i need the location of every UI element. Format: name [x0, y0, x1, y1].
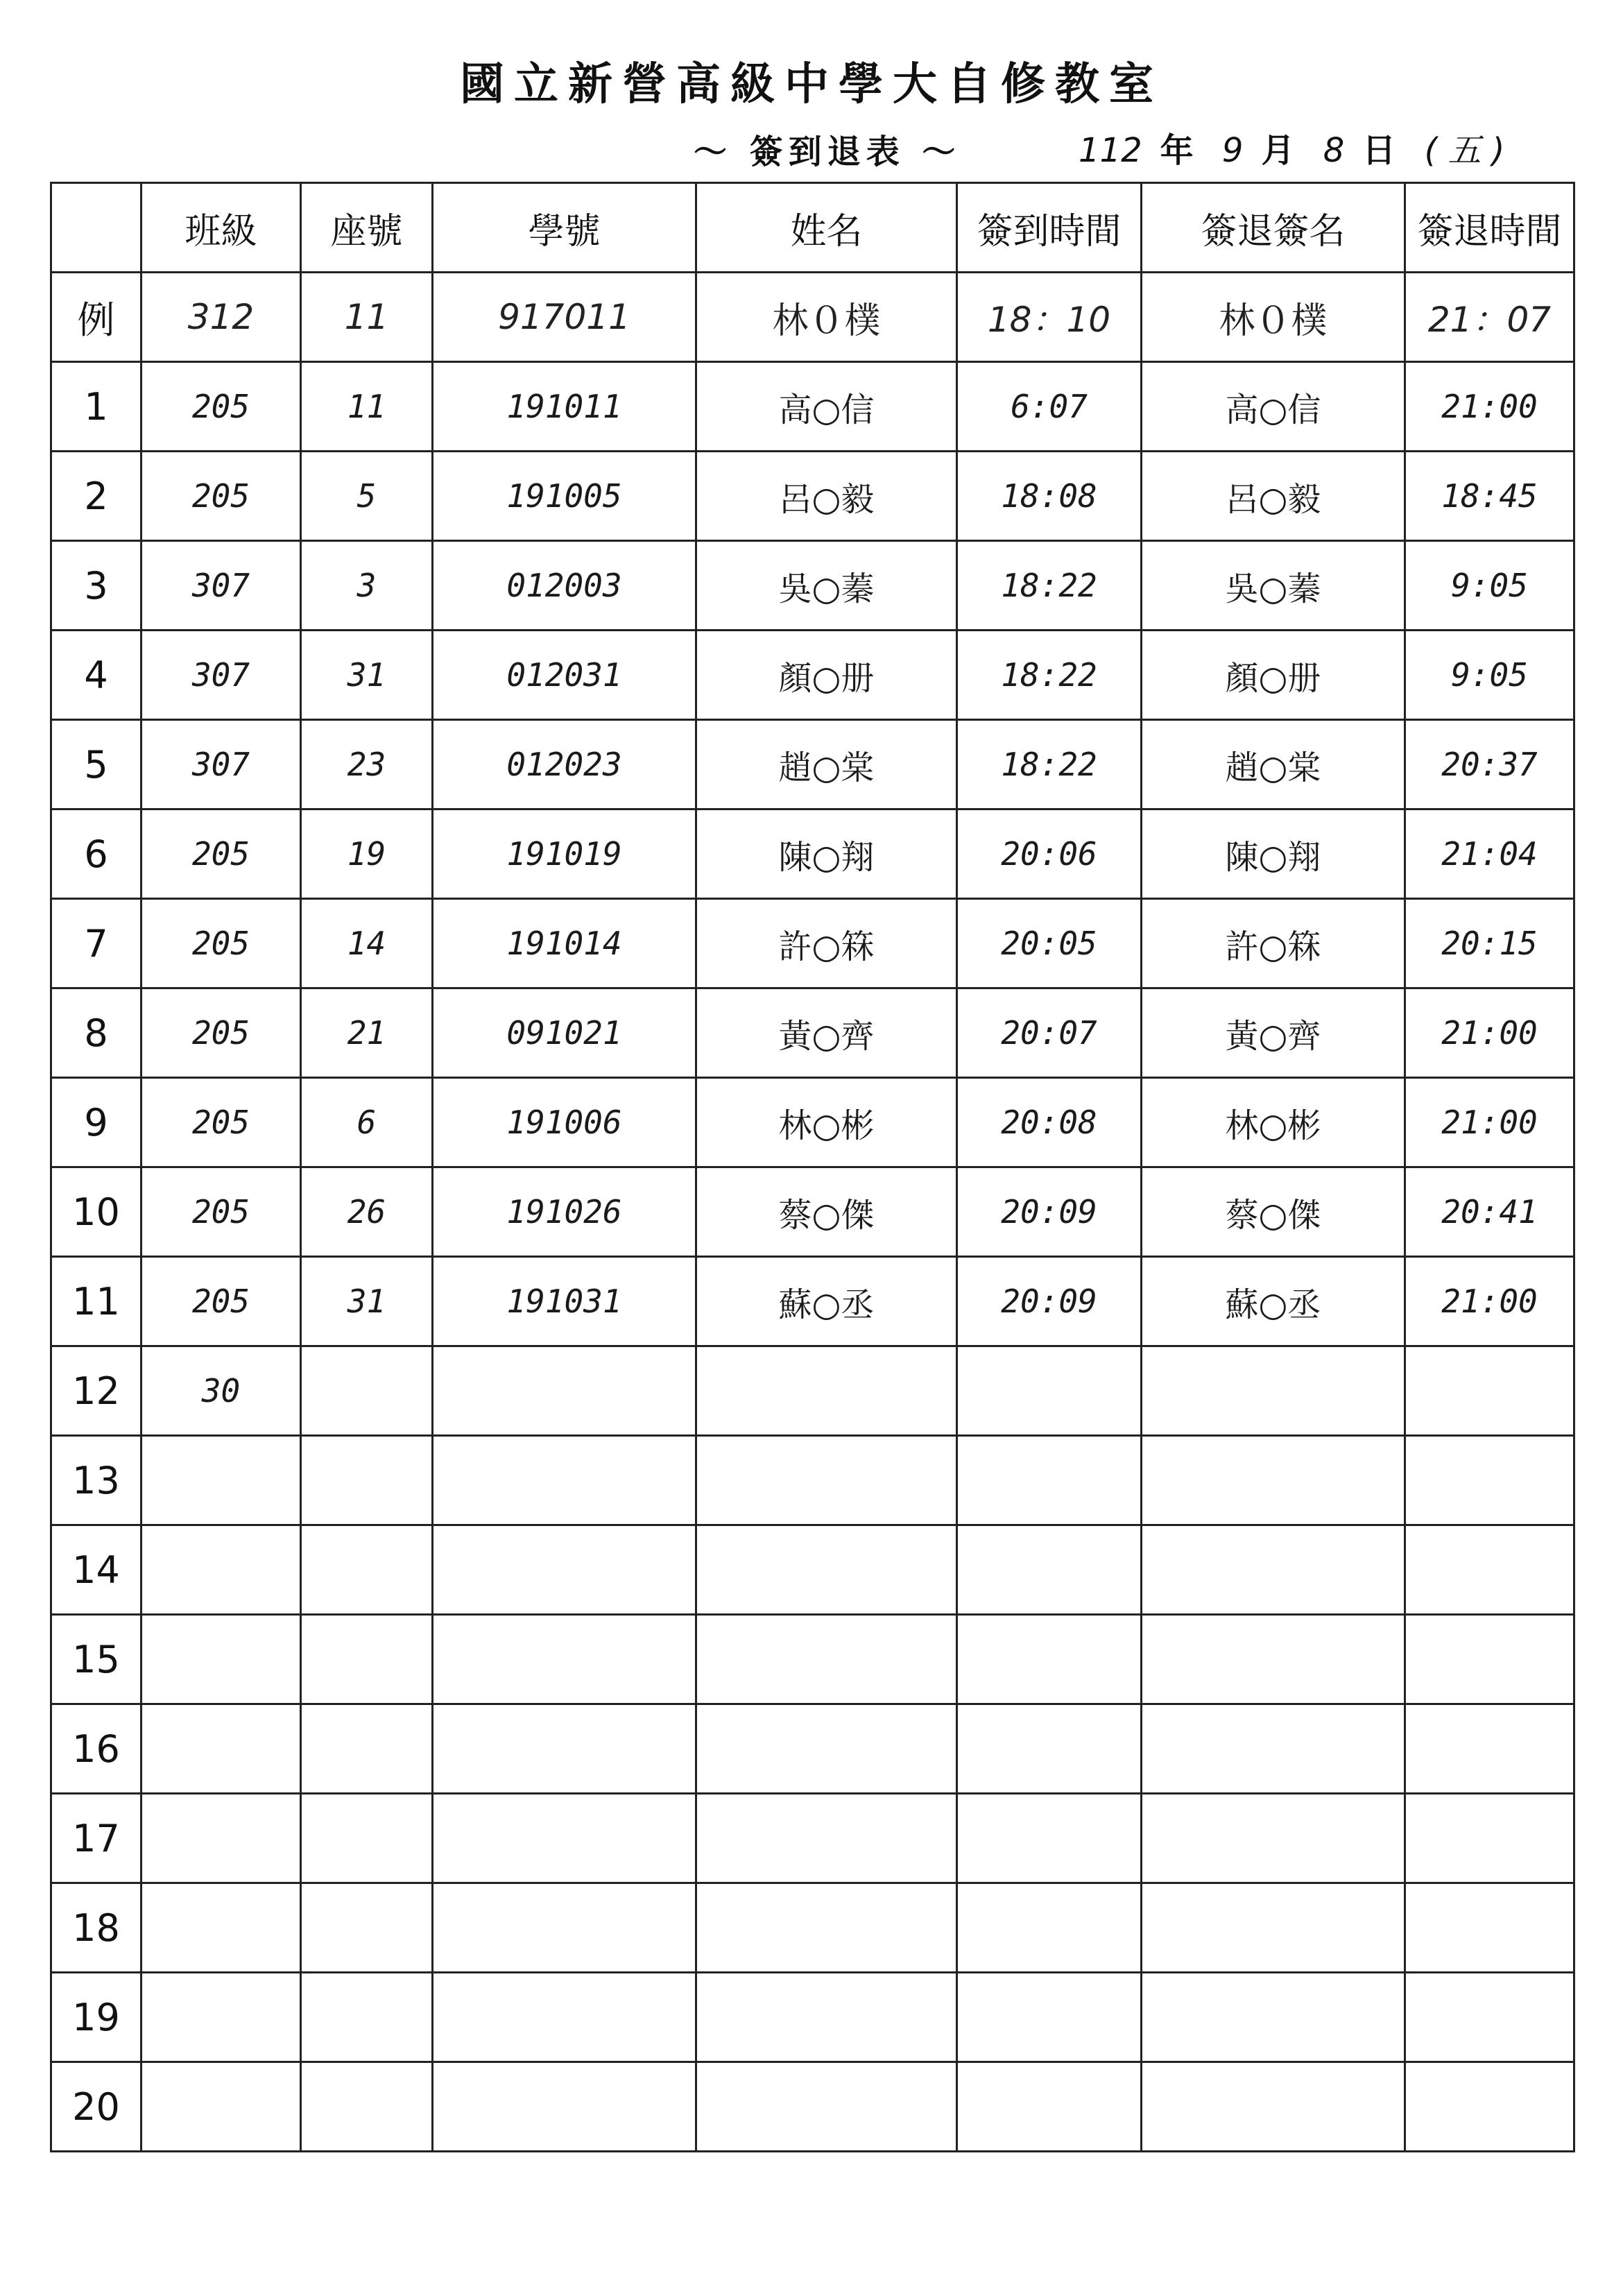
column-header-seat: 座號	[301, 183, 433, 273]
row-number: 12	[51, 1346, 141, 1436]
cell-seat: 3	[301, 541, 433, 631]
cell-class: 307	[141, 720, 301, 809]
cell-seat	[301, 1346, 433, 1436]
cell-name: 趙○棠	[696, 720, 957, 809]
cell-sign-out-name: 吳○蓁	[1142, 541, 1405, 631]
cell-seat	[301, 1436, 433, 1525]
cell-student-id	[433, 2062, 696, 2152]
cell-sign-in-time: 20:05	[957, 899, 1142, 988]
row-number: 16	[51, 1704, 141, 1794]
cell-seat: 31	[301, 1257, 433, 1346]
row-number: 6	[51, 809, 141, 899]
table-row	[51, 899, 1574, 988]
table-row	[51, 809, 1574, 899]
cell-class	[141, 1615, 301, 1704]
cell-seat: 31	[301, 631, 433, 720]
cell-student-id	[433, 1436, 696, 1525]
example-label: 例	[51, 273, 141, 362]
cell-sign-out-name	[1142, 1525, 1405, 1615]
table-row	[51, 362, 1574, 452]
example-class: 312	[141, 273, 301, 362]
column-header-sign-in-time: 簽到時間	[957, 183, 1142, 273]
cell-sign-out-name	[1142, 1346, 1405, 1436]
cell-seat	[301, 1973, 433, 2062]
cell-sign-out-name: 高○信	[1142, 362, 1405, 452]
cell-sign-in-time: 20:09	[957, 1257, 1142, 1346]
cell-sign-in-time	[957, 1883, 1142, 1973]
cell-name	[696, 2062, 957, 2152]
cell-name: 吳○蓁	[696, 541, 957, 631]
row-number: 2	[51, 452, 141, 541]
cell-sign-in-time: 18:22	[957, 720, 1142, 809]
cell-name	[696, 1704, 957, 1794]
cell-name: 呂○毅	[696, 452, 957, 541]
cell-class: 205	[141, 1167, 301, 1257]
cell-class: 205	[141, 1078, 301, 1167]
cell-class: 205	[141, 809, 301, 899]
cell-name	[696, 1615, 957, 1704]
cell-seat: 21	[301, 988, 433, 1078]
cell-name: 黃○齊	[696, 988, 957, 1078]
cell-sign-out-time: 20:37	[1405, 720, 1574, 809]
header-row	[51, 183, 1574, 273]
cell-sign-out-time: 20:15	[1405, 899, 1574, 988]
table-row	[51, 1973, 1574, 2062]
cell-sign-in-time: 20:06	[957, 809, 1142, 899]
row-number: 7	[51, 899, 141, 988]
cell-student-id: 191031	[433, 1257, 696, 1346]
cell-sign-out-time: 21:00	[1405, 988, 1574, 1078]
cell-class: 205	[141, 988, 301, 1078]
cell-sign-out-name: 黃○齊	[1142, 988, 1405, 1078]
row-number: 15	[51, 1615, 141, 1704]
cell-sign-in-time	[957, 1973, 1142, 2062]
cell-sign-out-time	[1405, 1704, 1574, 1794]
cell-name	[696, 1973, 957, 2062]
row-number: 14	[51, 1525, 141, 1615]
cell-seat	[301, 2062, 433, 2152]
table-row	[51, 1078, 1574, 1167]
cell-student-id: 191019	[433, 809, 696, 899]
cell-class: 205	[141, 1257, 301, 1346]
cell-seat: 26	[301, 1167, 433, 1257]
row-number: 18	[51, 1883, 141, 1973]
table-row	[51, 988, 1574, 1078]
column-header-index	[51, 183, 141, 273]
cell-sign-out-name	[1142, 1704, 1405, 1794]
column-header-class: 班級	[141, 183, 301, 273]
column-header-student-id: 學號	[433, 183, 696, 273]
cell-sign-out-name	[1142, 1973, 1405, 2062]
cell-student-id: 012031	[433, 631, 696, 720]
row-number: 4	[51, 631, 141, 720]
cell-seat	[301, 1794, 433, 1883]
cell-sign-in-time	[957, 1615, 1142, 1704]
cell-name	[696, 1883, 957, 1973]
row-number: 20	[51, 2062, 141, 2152]
cell-sign-out-time: 21:04	[1405, 809, 1574, 899]
cell-seat	[301, 1525, 433, 1615]
cell-class: 30	[141, 1346, 301, 1436]
cell-student-id	[433, 1346, 696, 1436]
cell-class	[141, 1525, 301, 1615]
table-row	[51, 541, 1574, 631]
cell-name	[696, 1436, 957, 1525]
cell-sign-out-name	[1142, 1794, 1405, 1883]
cell-sign-out-time	[1405, 1883, 1574, 1973]
cell-sign-in-time: 18:08	[957, 452, 1142, 541]
cell-sign-out-time	[1405, 1794, 1574, 1883]
date-line	[1079, 123, 1523, 171]
table-row	[51, 720, 1574, 809]
cell-name: 高○信	[696, 362, 957, 452]
cell-sign-out-name	[1142, 1615, 1405, 1704]
cell-sign-out-name: 許○箖	[1142, 899, 1405, 988]
column-header-sign-out-name: 簽退簽名	[1142, 183, 1405, 273]
cell-sign-out-name	[1142, 1436, 1405, 1525]
cell-class: 205	[141, 899, 301, 988]
cell-class	[141, 1883, 301, 1973]
date-year: 112	[1079, 131, 1142, 170]
cell-sign-out-time: 20:41	[1405, 1167, 1574, 1257]
cell-sign-out-time	[1405, 1615, 1574, 1704]
cell-seat: 6	[301, 1078, 433, 1167]
page-subtitle: 〜 簽到退表 〜	[694, 132, 961, 171]
cell-sign-out-name: 蔡○傑	[1142, 1167, 1405, 1257]
row-number: 17	[51, 1794, 141, 1883]
date-day-label: 日	[1362, 131, 1396, 170]
cell-student-id: 012023	[433, 720, 696, 809]
cell-sign-in-time	[957, 1525, 1142, 1615]
cell-student-id: 191026	[433, 1167, 696, 1257]
page-title: 國立新營高級中學大自修教室	[460, 58, 1163, 110]
cell-name	[696, 1794, 957, 1883]
cell-student-id	[433, 1525, 696, 1615]
cell-sign-in-time	[957, 1346, 1142, 1436]
cell-sign-in-time	[957, 1704, 1142, 1794]
cell-sign-out-time: 21:00	[1405, 1257, 1574, 1346]
date-weekday: ( 五 )	[1424, 131, 1505, 170]
row-number: 5	[51, 720, 141, 809]
column-header-sign-out-time: 簽退時間	[1405, 183, 1574, 273]
cell-name: 許○箖	[696, 899, 957, 988]
cell-student-id	[433, 1615, 696, 1704]
cell-seat: 11	[301, 362, 433, 452]
date-year-label: 年	[1160, 131, 1194, 170]
cell-class: 205	[141, 452, 301, 541]
row-number: 3	[51, 541, 141, 631]
cell-sign-out-time: 21:00	[1405, 362, 1574, 452]
cell-student-id: 191011	[433, 362, 696, 452]
table-row	[51, 1525, 1574, 1615]
cell-sign-out-time	[1405, 1346, 1574, 1436]
row-number: 9	[51, 1078, 141, 1167]
cell-sign-in-time: 20:09	[957, 1167, 1142, 1257]
cell-sign-in-time: 6:07	[957, 362, 1142, 452]
date-month: 9	[1221, 131, 1244, 170]
cell-class	[141, 2062, 301, 2152]
example-sign-in: 18：10	[957, 273, 1142, 362]
cell-sign-in-time	[957, 1794, 1142, 1883]
table-row	[51, 452, 1574, 541]
cell-name: 蘇○丞	[696, 1257, 957, 1346]
cell-class: 307	[141, 541, 301, 631]
cell-class: 205	[141, 362, 301, 452]
example-student-id: 917011	[433, 273, 696, 362]
cell-student-id: 191006	[433, 1078, 696, 1167]
cell-student-id: 012003	[433, 541, 696, 631]
cell-sign-out-name: 蘇○丞	[1142, 1257, 1405, 1346]
table-row	[51, 631, 1574, 720]
cell-sign-out-time: 9:05	[1405, 541, 1574, 631]
example-row	[51, 273, 1574, 362]
cell-seat	[301, 1615, 433, 1704]
cell-name: 林○彬	[696, 1078, 957, 1167]
cell-student-id	[433, 1704, 696, 1794]
cell-sign-out-name: 趙○棠	[1142, 720, 1405, 809]
cell-seat	[301, 1704, 433, 1794]
table-row	[51, 1436, 1574, 1525]
row-number: 1	[51, 362, 141, 452]
cell-name: 陳○翔	[696, 809, 957, 899]
cell-class	[141, 1973, 301, 2062]
row-number: 10	[51, 1167, 141, 1257]
date-month-label: 月	[1261, 131, 1295, 170]
table-row	[51, 1615, 1574, 1704]
table-row	[51, 1167, 1574, 1257]
column-header-name: 姓名	[696, 183, 957, 273]
cell-sign-in-time: 20:07	[957, 988, 1142, 1078]
cell-seat: 5	[301, 452, 433, 541]
cell-student-id: 191014	[433, 899, 696, 988]
row-number: 19	[51, 1973, 141, 2062]
cell-sign-out-name	[1142, 1883, 1405, 1973]
cell-seat: 19	[301, 809, 433, 899]
cell-sign-out-name: 顏○册	[1142, 631, 1405, 720]
cell-sign-in-time	[957, 2062, 1142, 2152]
table-row	[51, 1257, 1574, 1346]
example-sign-out: 21：07	[1405, 273, 1574, 362]
cell-sign-out-name	[1142, 2062, 1405, 2152]
cell-sign-out-time: 18:45	[1405, 452, 1574, 541]
cell-class	[141, 1794, 301, 1883]
row-number: 11	[51, 1257, 141, 1346]
sign-in-out-table	[50, 182, 1575, 2152]
row-number: 13	[51, 1436, 141, 1525]
cell-sign-out-name: 林○彬	[1142, 1078, 1405, 1167]
cell-sign-out-time: 21:00	[1405, 1078, 1574, 1167]
cell-student-id	[433, 1973, 696, 2062]
example-seat: 11	[301, 273, 433, 362]
table-row	[51, 1704, 1574, 1794]
cell-name	[696, 1346, 957, 1436]
cell-sign-out-name: 呂○毅	[1142, 452, 1405, 541]
cell-sign-in-time: 18:22	[957, 541, 1142, 631]
cell-class	[141, 1436, 301, 1525]
cell-sign-out-time	[1405, 2062, 1574, 2152]
table-row	[51, 1346, 1574, 1436]
cell-sign-in-time: 20:08	[957, 1078, 1142, 1167]
cell-sign-out-time	[1405, 1525, 1574, 1615]
cell-name: 顏○册	[696, 631, 957, 720]
example-sign-out-name: 林０樸	[1142, 273, 1405, 362]
cell-student-id: 191005	[433, 452, 696, 541]
cell-sign-in-time	[957, 1436, 1142, 1525]
table-row	[51, 1794, 1574, 1883]
cell-sign-out-time	[1405, 1973, 1574, 2062]
cell-class	[141, 1704, 301, 1794]
cell-name	[696, 1525, 957, 1615]
table-row	[51, 1883, 1574, 1973]
cell-sign-out-time: 9:05	[1405, 631, 1574, 720]
cell-class: 307	[141, 631, 301, 720]
cell-seat: 23	[301, 720, 433, 809]
row-number: 8	[51, 988, 141, 1078]
cell-student-id: 091021	[433, 988, 696, 1078]
cell-seat: 14	[301, 899, 433, 988]
cell-sign-out-time	[1405, 1436, 1574, 1525]
cell-student-id	[433, 1794, 696, 1883]
table-row	[51, 2062, 1574, 2152]
cell-name: 蔡○傑	[696, 1167, 957, 1257]
cell-sign-out-name: 陳○翔	[1142, 809, 1405, 899]
cell-sign-in-time: 18:22	[957, 631, 1142, 720]
cell-student-id	[433, 1883, 696, 1973]
example-name: 林０樸	[696, 273, 957, 362]
cell-seat	[301, 1883, 433, 1973]
date-day: 8	[1323, 131, 1345, 170]
